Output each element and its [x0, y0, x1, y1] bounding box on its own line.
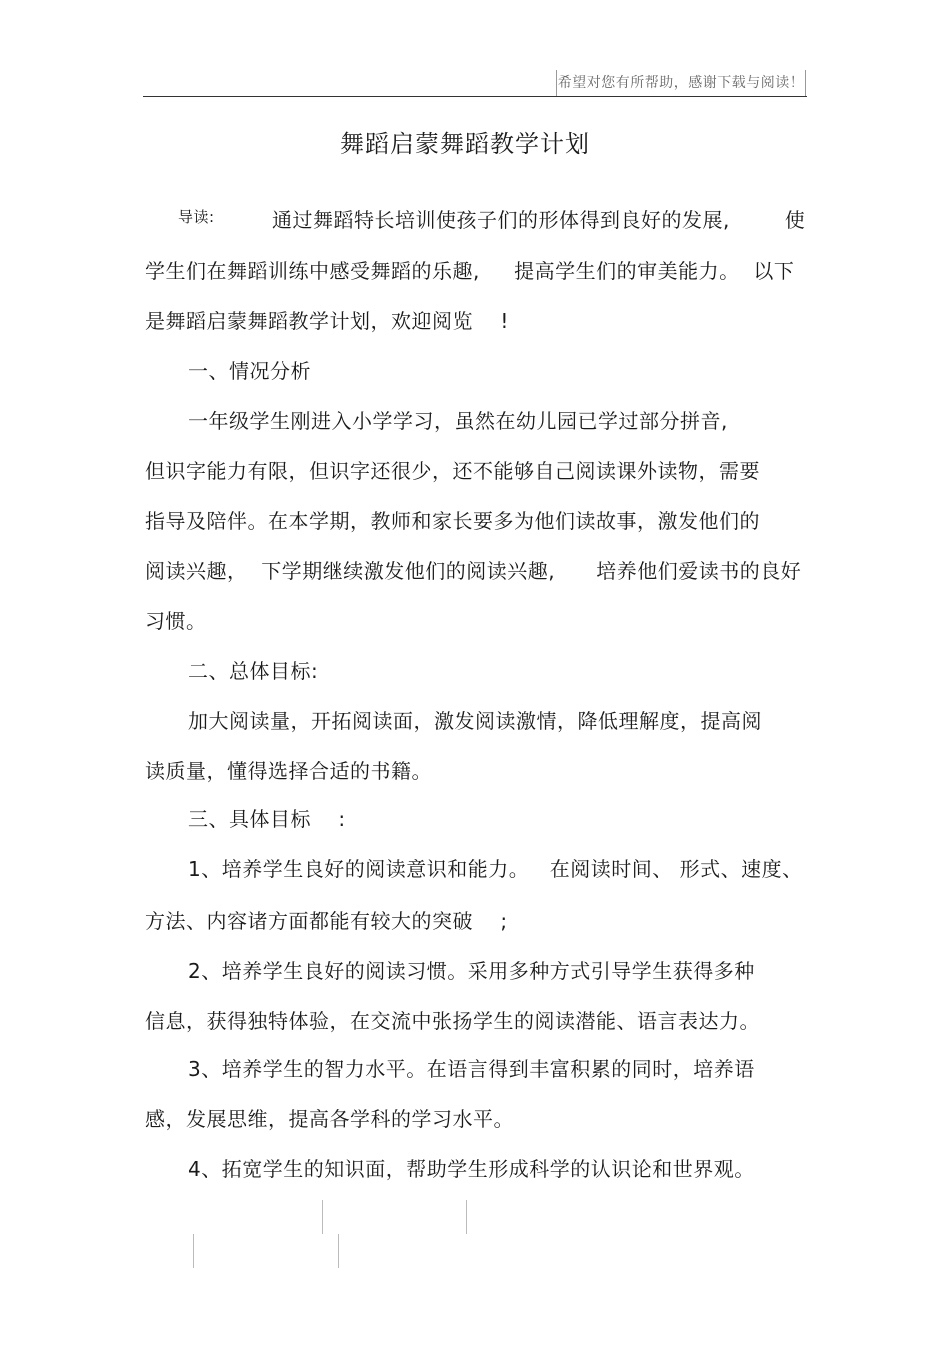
- header-rule: [143, 96, 807, 97]
- faint-stroke: [338, 1234, 339, 1268]
- list-item-continuation: 信息，获得独特体验，在交流中张扬学生的阅读潜能、语言表达力。: [145, 1009, 760, 1033]
- list-item-continuation: 方法、内容诸方面都能有较大的突破 ;: [145, 909, 508, 933]
- list-item: 1、培养学生良好的阅读意识和能力。 在阅读时间、 形式、速度、: [188, 857, 803, 881]
- paragraph-line: 阅读兴趣， 下学期继续激发他们的阅读兴趣, 培养他们爱读书的良好: [145, 559, 802, 583]
- section-heading: 二、总体目标:: [188, 659, 319, 683]
- document-title: 舞蹈启蒙舞蹈教学计划: [340, 130, 590, 158]
- section-heading: 三、具体目标 :: [188, 807, 346, 831]
- list-item: 4、拓宽学生的知识面，帮助学生形成科学的认识论和世界观。: [188, 1157, 755, 1181]
- faint-stroke: [466, 1200, 467, 1234]
- intro-label: 导读:: [178, 208, 215, 226]
- paragraph-line: 加大阅读量，开拓阅读面，激发阅读激情，降低理解度，提高阅: [188, 709, 762, 733]
- paragraph-line: 通过舞蹈特长培训使孩子们的形体得到良好的发展, 使: [272, 208, 806, 232]
- paragraph-line: 指导及陪伴。在本学期，教师和家长要多为他们读故事，激发他们的: [145, 509, 760, 533]
- faint-stroke: [322, 1200, 323, 1234]
- paragraph-line: 学生们在舞蹈训练中感受舞蹈的乐趣, 提高学生们的审美能力。 以下: [145, 259, 795, 283]
- faint-stroke: [193, 1234, 194, 1268]
- list-item: 3、培养学生的智力水平。在语言得到丰富积累的同时，培养语: [188, 1057, 755, 1081]
- list-item-continuation: 感，发展思维，提高各学科的学习水平。: [145, 1107, 514, 1131]
- paragraph-line: 读质量，懂得选择合适的书籍。: [145, 759, 432, 783]
- paragraph-line: 习惯。: [145, 609, 207, 633]
- paragraph-line: 一年级学生刚进入小学学习，虽然在幼儿园已学过部分拼音,: [188, 409, 728, 433]
- header-note: 希望对您有所帮助，感谢下载与阅读！: [556, 70, 806, 96]
- section-heading: 一、情况分析: [188, 359, 311, 383]
- list-item: 2、培养学生良好的阅读习惯。采用多种方式引导学生获得多种: [188, 959, 755, 983]
- paragraph-line: 但识字能力有限，但识字还很少，还不能够自己阅读课外读物，需要: [145, 459, 760, 483]
- paragraph-line: 是舞蹈启蒙舞蹈教学计划，欢迎阅览 !: [145, 309, 509, 333]
